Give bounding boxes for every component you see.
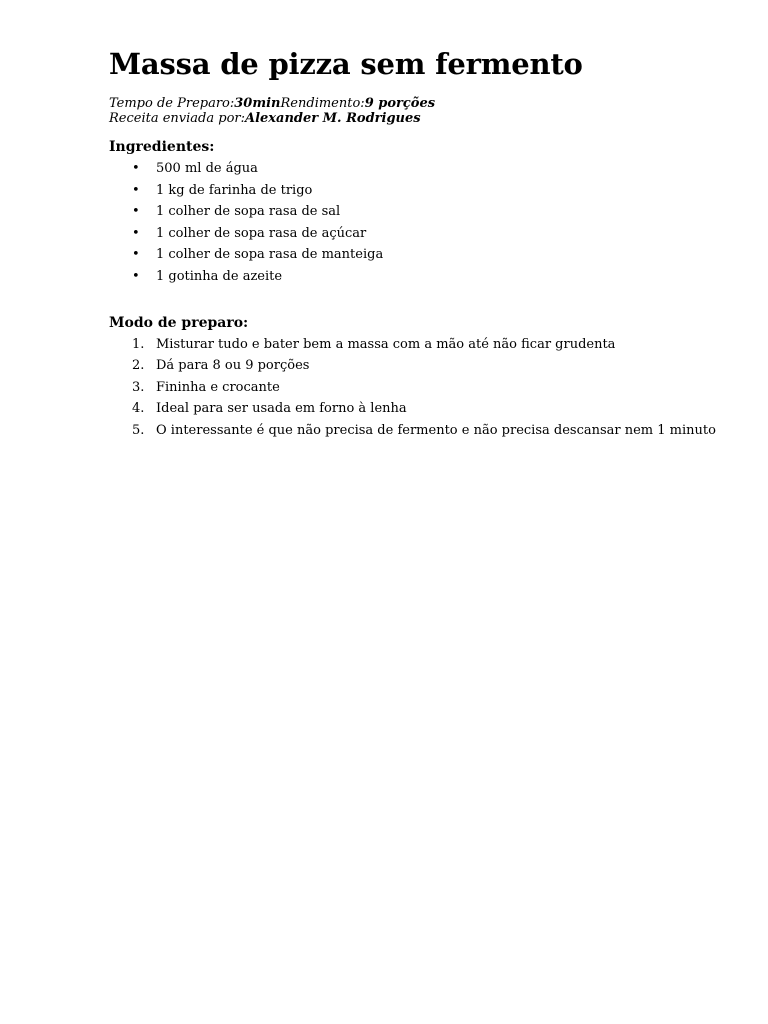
- bullet-icon: •: [132, 247, 140, 263]
- ingredient-text: 1 gotinha de azeite: [156, 268, 283, 284]
- recipe-title: Massa de pizza sem fermento: [109, 47, 583, 81]
- bullet-icon: •: [132, 225, 140, 241]
- step-number: 5.: [132, 422, 145, 438]
- prep-time-label: Tempo de Preparo:: [109, 96, 235, 111]
- yield-label: Rendimento:: [280, 96, 365, 111]
- bullet-icon: •: [132, 204, 140, 220]
- step-text: O interessante é que não precisa de fermento e não precisa descansar nem 1 minuto: [156, 422, 716, 438]
- step-text: Fininha e crocante: [156, 379, 280, 395]
- recipe-meta: [109, 96, 729, 126]
- step-text: Misturar tudo e bater bem a massa com a mão até não ficar grudenta: [156, 336, 616, 352]
- step-item: [109, 355, 729, 377]
- step-item: [109, 334, 729, 356]
- meta-line-2: [109, 111, 729, 126]
- step-item: [109, 420, 729, 442]
- meta-line-1: [109, 96, 729, 111]
- prep-time-value: 30min: [234, 96, 281, 111]
- ingredient-text: 500 ml de água: [156, 161, 258, 176]
- ingredient-item: [109, 180, 729, 202]
- ingredient-text: 1 colher de sopa rasa de sal: [156, 204, 341, 220]
- ingredient-item: [109, 223, 729, 245]
- ingredient-text: 1 kg de farinha de trigo: [156, 182, 313, 198]
- author-label: Receita enviada por:: [109, 111, 245, 126]
- ingredient-text: 1 colher de sopa rasa de manteiga: [156, 247, 384, 263]
- step-number: 2.: [132, 358, 145, 374]
- ingredients-list: [109, 158, 729, 288]
- bullet-icon: •: [132, 161, 140, 176]
- bullet-icon: •: [132, 182, 140, 198]
- recipe-page: [109, 44, 729, 442]
- step-text: Ideal para ser usada em forno à lenha: [156, 401, 407, 417]
- prep-heading: Modo de preparo:: [109, 314, 249, 331]
- step-text: Dá para 8 ou 9 porções: [156, 358, 310, 374]
- step-item: [109, 377, 729, 399]
- ingredient-item: [109, 266, 729, 288]
- bullet-icon: •: [132, 268, 140, 284]
- step-item: [109, 398, 729, 420]
- step-number: 3.: [132, 379, 145, 395]
- step-number: 4.: [132, 401, 145, 417]
- steps-list: [109, 334, 729, 442]
- ingredient-item: [109, 201, 729, 223]
- step-number: 1.: [132, 336, 145, 352]
- ingredient-item: [109, 158, 729, 180]
- ingredient-item: [109, 244, 729, 266]
- author-value: Alexander M. Rodrigues: [245, 111, 421, 126]
- yield-value: 9 porções: [364, 96, 436, 111]
- ingredients-heading: Ingredientes:: [109, 139, 215, 155]
- ingredient-text: 1 colher de sopa rasa de açúcar: [156, 225, 367, 241]
